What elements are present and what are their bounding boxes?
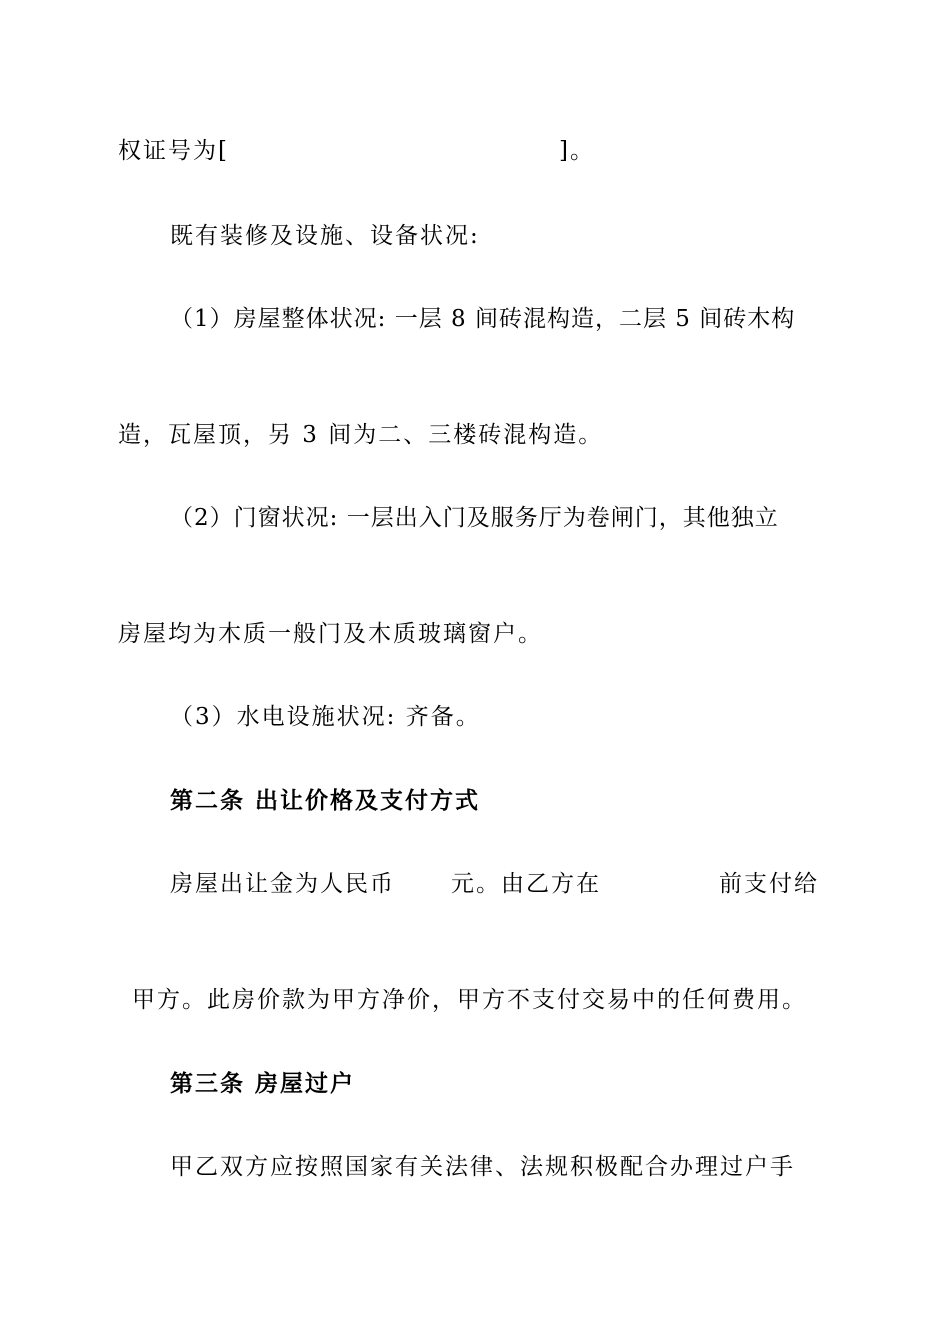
price-label: 房屋出让金为人民币 bbox=[170, 871, 395, 897]
certificate-number-line bbox=[118, 136, 595, 166]
article-2-heading: 第二条 出让价格及支付方式 bbox=[170, 787, 481, 814]
facilities-heading: 既有装修及设施、设备状况: bbox=[170, 223, 480, 249]
transfer-line-1: 甲乙双方应按照国家有关法律、法规积极配合办理过户手 bbox=[170, 1154, 795, 1180]
water-electric-line: （3）水电设施状况: 齐备。 bbox=[170, 704, 481, 730]
doors-windows-line-1: （2）门窗状况: 一层出入门及服务厅为卷闸门，其他独立 bbox=[170, 505, 779, 531]
article-3-heading: 第三条 房屋过户 bbox=[170, 1070, 356, 1097]
house-condition-line-1: （1）房屋整体状况: 一层 8 间砖混构造，二层 5 间砖木构 bbox=[170, 306, 796, 332]
doors-windows-line-2: 房屋均为木质一般门及木质玻璃窗户。 bbox=[118, 621, 543, 647]
price-line-1 bbox=[170, 869, 819, 899]
payment-by-label: 元。由乙方在 bbox=[451, 871, 601, 897]
house-condition-line-2: 造，瓦屋顶，另 3 间为二、三楼砖混构造。 bbox=[118, 422, 604, 448]
payment-to-label: 前支付给 bbox=[719, 871, 819, 897]
certificate-number-close: ]。 bbox=[558, 138, 595, 164]
certificate-number-label: 权证号为[ bbox=[118, 138, 229, 164]
price-line-2: 甲方。此房价款为甲方净价，甲方不支付交易中的任何费用。 bbox=[132, 987, 807, 1013]
